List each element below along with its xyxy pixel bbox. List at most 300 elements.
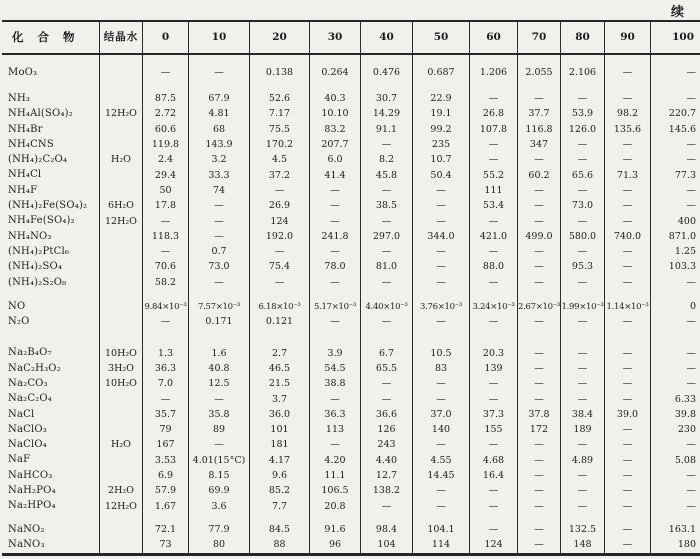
- spacer-cell: [2, 514, 99, 522]
- crystal-water: [99, 91, 142, 106]
- solubility-value: 344.0: [412, 229, 469, 244]
- solubility-value: 38.5: [360, 198, 412, 213]
- solubility-value: —: [469, 392, 517, 407]
- solubility-value: 54.5: [309, 361, 360, 376]
- solubility-value: —: [650, 91, 700, 106]
- solubility-value: 81.0: [360, 260, 412, 275]
- solubility-value: 79: [142, 422, 188, 437]
- spacer-cell: [142, 80, 188, 91]
- spacer-cell: [99, 290, 142, 299]
- solubility-value: —: [249, 244, 309, 259]
- solubility-value: 220.7: [650, 107, 700, 122]
- solubility-value: —: [517, 314, 560, 329]
- solubility-value: 12.7: [360, 468, 412, 483]
- solubility-value: —: [560, 499, 604, 514]
- solubility-value: 0.138: [249, 65, 309, 80]
- solubility-value: —: [650, 183, 700, 198]
- crystal-water: 12H₂O: [99, 107, 142, 122]
- solubility-table: [2, 20, 700, 556]
- solubility-value: 67.9: [188, 91, 249, 106]
- solubility-value: 0.687: [412, 65, 469, 80]
- solubility-value: 170.2: [249, 137, 309, 152]
- solubility-value: 11.1: [309, 468, 360, 483]
- solubility-value: —: [412, 438, 469, 453]
- solubility-value: 499.0: [517, 229, 560, 244]
- spacer-cell: [412, 80, 469, 91]
- spacer-cell: [2, 330, 99, 346]
- solubility-value: —: [360, 183, 412, 198]
- solubility-value: 17.8: [142, 198, 188, 213]
- crystal-water: [99, 422, 142, 437]
- table-row: [2, 537, 700, 552]
- solubility-value: —: [412, 214, 469, 229]
- solubility-value: 9.84×10⁻³: [142, 299, 188, 314]
- spacer-cell: [188, 290, 249, 299]
- header-temp-70: 70: [517, 22, 560, 53]
- header-temp-60: 60: [469, 22, 517, 53]
- solubility-value: —: [604, 152, 650, 167]
- crystal-water: [99, 244, 142, 259]
- solubility-value: 4.01(15°C): [188, 453, 249, 468]
- solubility-value: 20.3: [469, 346, 517, 361]
- solubility-value: —: [469, 275, 517, 290]
- solubility-value: —: [604, 214, 650, 229]
- solubility-value: 2.72: [142, 107, 188, 122]
- solubility-value: —: [412, 499, 469, 514]
- spacer-cell: [360, 80, 412, 91]
- solubility-value: 21.5: [249, 376, 309, 391]
- solubility-value: 60.6: [142, 122, 188, 137]
- solubility-value: —: [604, 522, 650, 537]
- spacer-cell: [2, 55, 99, 65]
- table-row: [2, 483, 700, 498]
- spacer-cell: [99, 330, 142, 346]
- solubility-value: —: [412, 183, 469, 198]
- solubility-value: 37.3: [469, 407, 517, 422]
- crystal-water: [99, 468, 142, 483]
- solubility-value: —: [517, 537, 560, 552]
- compound-name: NH₃: [8, 92, 31, 104]
- solubility-value: 41.4: [309, 168, 360, 183]
- solubility-value: 72.1: [142, 522, 188, 537]
- header-temp-100: 100: [650, 22, 700, 53]
- solubility-value: —: [560, 438, 604, 453]
- solubility-value: —: [650, 137, 700, 152]
- solubility-value: —: [412, 483, 469, 498]
- solubility-value: 16.4: [469, 468, 517, 483]
- solubility-value: —: [604, 91, 650, 106]
- header-temp-50: 50: [412, 22, 469, 53]
- spacer-cell: [517, 290, 560, 299]
- solubility-value: 140: [412, 422, 469, 437]
- spacer-cell: [2, 290, 99, 299]
- solubility-value: —: [604, 468, 650, 483]
- crystal-water: [99, 229, 142, 244]
- solubility-value: —: [360, 499, 412, 514]
- spacer-cell: [469, 290, 517, 299]
- solubility-value: 26.9: [249, 198, 309, 213]
- table-row: [2, 214, 700, 229]
- solubility-value: 1.3: [142, 346, 188, 361]
- crystal-water: 10H₂O: [99, 376, 142, 391]
- spacer-cell: [469, 514, 517, 522]
- solubility-value: 83.2: [309, 122, 360, 137]
- compound-name: NaClO₄: [8, 439, 47, 451]
- solubility-value: 9.6: [249, 468, 309, 483]
- solubility-value: —: [412, 314, 469, 329]
- solubility-value: 7.0: [142, 376, 188, 391]
- solubility-value: —: [469, 483, 517, 498]
- spacer-cell: [469, 330, 517, 346]
- spacer-cell: [560, 290, 604, 299]
- solubility-value: —: [650, 468, 700, 483]
- compound-name: NaHCO₃: [8, 469, 53, 481]
- solubility-value: 58.2: [142, 275, 188, 290]
- solubility-value: 12.5: [188, 376, 249, 391]
- table-row: [2, 244, 700, 259]
- spacer-cell: [309, 330, 360, 346]
- spacer-cell: [650, 514, 700, 522]
- solubility-value: 163.1: [650, 522, 700, 537]
- solubility-value: 297.0: [360, 229, 412, 244]
- solubility-value: —: [517, 361, 560, 376]
- solubility-value: 5.08: [650, 453, 700, 468]
- solubility-value: —: [360, 214, 412, 229]
- compound-name: NaClO₃: [8, 423, 47, 435]
- solubility-value: 7.57×10⁻³: [188, 299, 249, 314]
- solubility-value: 132.5: [560, 522, 604, 537]
- solubility-value: 167: [142, 438, 188, 453]
- solubility-value: 155: [469, 422, 517, 437]
- solubility-value: 107.8: [469, 122, 517, 137]
- solubility-value: 114: [412, 537, 469, 552]
- solubility-value: 10.7: [412, 152, 469, 167]
- solubility-value: —: [309, 214, 360, 229]
- solubility-value: —: [560, 376, 604, 391]
- solubility-value: 111: [469, 183, 517, 198]
- solubility-value: 6.9: [142, 468, 188, 483]
- solubility-value: 88.0: [469, 260, 517, 275]
- solubility-value: 74: [188, 183, 249, 198]
- solubility-value: 241.8: [309, 229, 360, 244]
- solubility-value: 3.9: [309, 346, 360, 361]
- solubility-value: 2.4: [142, 152, 188, 167]
- spacer-cell: [560, 80, 604, 91]
- solubility-value: 6.0: [309, 152, 360, 167]
- solubility-value: 77.9: [188, 522, 249, 537]
- solubility-value: 19.1: [412, 107, 469, 122]
- solubility-value: 3.76×10⁻³: [412, 299, 469, 314]
- spacer-cell: [412, 514, 469, 522]
- spacer-cell: [560, 514, 604, 522]
- solubility-value: —: [360, 376, 412, 391]
- solubility-value: 7.7: [249, 499, 309, 514]
- solubility-value: 0.476: [360, 65, 412, 80]
- solubility-value: —: [469, 438, 517, 453]
- solubility-value: —: [560, 275, 604, 290]
- spacer-cell: [188, 330, 249, 346]
- crystal-water: [99, 407, 142, 422]
- solubility-value: 73.0: [560, 198, 604, 213]
- solubility-value: 36.0: [249, 407, 309, 422]
- spacer-cell: [560, 55, 604, 65]
- solubility-value: 189: [560, 422, 604, 437]
- compound-name: NaF: [8, 454, 31, 466]
- solubility-value: —: [650, 376, 700, 391]
- spacer-cell: [309, 80, 360, 91]
- compound-name: (NH₄)₂Fe(SO₄)₂: [8, 200, 88, 212]
- solubility-value: 22.9: [412, 91, 469, 106]
- solubility-value: —: [650, 65, 700, 80]
- solubility-value: —: [142, 314, 188, 329]
- solubility-value: —: [188, 275, 249, 290]
- solubility-value: —: [188, 392, 249, 407]
- solubility-value: 119.8: [142, 137, 188, 152]
- solubility-value: —: [469, 376, 517, 391]
- solubility-value: 8.15: [188, 468, 249, 483]
- solubility-value: —: [560, 314, 604, 329]
- spacer-cell: [560, 330, 604, 346]
- spacer-row: [2, 290, 700, 299]
- spacer-cell: [2, 80, 99, 91]
- solubility-value: —: [517, 91, 560, 106]
- solubility-value: 53.9: [560, 107, 604, 122]
- spacer-cell: [142, 290, 188, 299]
- solubility-value: 55.2: [469, 168, 517, 183]
- solubility-value: 421.0: [469, 229, 517, 244]
- solubility-value: —: [650, 499, 700, 514]
- solubility-value: 230: [650, 422, 700, 437]
- solubility-value: —: [560, 346, 604, 361]
- spacer-cell: [249, 55, 309, 65]
- solubility-value: —: [560, 392, 604, 407]
- solubility-value: 0.264: [309, 65, 360, 80]
- solubility-value: 36.3: [142, 361, 188, 376]
- crystal-water: H₂O: [99, 152, 142, 167]
- spacer-row: [2, 55, 700, 65]
- solubility-value: 1.6: [188, 346, 249, 361]
- solubility-value: 98.2: [604, 107, 650, 122]
- solubility-value: 70.6: [142, 260, 188, 275]
- solubility-value: —: [412, 392, 469, 407]
- spacer-cell: [99, 514, 142, 522]
- solubility-value: 4.81: [188, 107, 249, 122]
- solubility-value: 6.33: [650, 392, 700, 407]
- solubility-value: 96: [309, 537, 360, 552]
- crystal-water: [99, 522, 142, 537]
- solubility-value: —: [517, 438, 560, 453]
- solubility-value: —: [412, 260, 469, 275]
- solubility-value: 8.2: [360, 152, 412, 167]
- solubility-value: 52.6: [249, 91, 309, 106]
- solubility-value: 77.3: [650, 168, 700, 183]
- continued-label: 续: [670, 5, 684, 20]
- solubility-value: 39.8: [650, 407, 700, 422]
- compound-name: NaCl: [8, 408, 35, 420]
- solubility-value: —: [650, 346, 700, 361]
- spacer-cell: [412, 55, 469, 65]
- solubility-value: 113: [309, 422, 360, 437]
- spacer-cell: [249, 514, 309, 522]
- solubility-value: —: [517, 198, 560, 213]
- spacer-cell: [650, 80, 700, 91]
- solubility-value: 4.5: [249, 152, 309, 167]
- solubility-value: —: [560, 91, 604, 106]
- compound-name: NaNO₂: [8, 523, 45, 535]
- compound-name: NO: [8, 300, 26, 312]
- table-row: [2, 376, 700, 391]
- solubility-value: 39.0: [604, 407, 650, 422]
- spacer-cell: [604, 290, 650, 299]
- header-temp-30: 30: [309, 22, 360, 53]
- solubility-value: 6.18×10⁻³: [249, 299, 309, 314]
- compound-name: NH₄CNS: [8, 138, 54, 150]
- solubility-value: 30.7: [360, 91, 412, 106]
- spacer-row: [2, 330, 700, 346]
- spacer-row: [2, 514, 700, 522]
- solubility-value: —: [517, 376, 560, 391]
- solubility-value: —: [517, 275, 560, 290]
- spacer-cell: [604, 55, 650, 65]
- table-row: [2, 275, 700, 290]
- spacer-cell: [517, 514, 560, 522]
- solubility-value: —: [604, 198, 650, 213]
- solubility-value: 124: [249, 214, 309, 229]
- solubility-value: —: [604, 260, 650, 275]
- solubility-value: 10.10: [309, 107, 360, 122]
- solubility-value: —: [469, 244, 517, 259]
- table-row: [2, 198, 700, 213]
- solubility-value: 2.7: [249, 346, 309, 361]
- solubility-value: 3.24×10⁻³: [469, 299, 517, 314]
- solubility-value: —: [142, 65, 188, 80]
- solubility-value: —: [560, 183, 604, 198]
- solubility-value: —: [517, 483, 560, 498]
- compound-name: NH₄F: [8, 184, 38, 196]
- table-row: [2, 438, 700, 453]
- solubility-value: 4.89: [560, 453, 604, 468]
- solubility-value: 50.4: [412, 168, 469, 183]
- solubility-value: 57.9: [142, 483, 188, 498]
- solubility-value: —: [469, 214, 517, 229]
- compound-name: MoO₃: [8, 66, 38, 78]
- solubility-value: —: [517, 244, 560, 259]
- solubility-value: 98.4: [360, 522, 412, 537]
- solubility-value: —: [560, 137, 604, 152]
- solubility-value: —: [560, 483, 604, 498]
- solubility-value: 26.8: [469, 107, 517, 122]
- solubility-value: —: [604, 275, 650, 290]
- solubility-value: 3.53: [142, 453, 188, 468]
- solubility-value: —: [142, 214, 188, 229]
- solubility-value: —: [412, 376, 469, 391]
- spacer-cell: [412, 330, 469, 346]
- solubility-value: 104.1: [412, 522, 469, 537]
- header-temp-80: 80: [560, 22, 604, 53]
- spacer-cell: [142, 55, 188, 65]
- solubility-value: 740.0: [604, 229, 650, 244]
- compound-name: NH₄NO₃: [8, 230, 52, 242]
- solubility-value: —: [469, 137, 517, 152]
- spacer-cell: [99, 80, 142, 91]
- solubility-value: —: [309, 244, 360, 259]
- solubility-value: 37.2: [249, 168, 309, 183]
- compound-name: Na₂CO₃: [8, 377, 48, 389]
- solubility-value: 2.106: [560, 65, 604, 80]
- solubility-value: —: [604, 183, 650, 198]
- spacer-cell: [517, 330, 560, 346]
- solubility-value: 145.6: [650, 122, 700, 137]
- table-row: [2, 407, 700, 422]
- solubility-value: —: [604, 361, 650, 376]
- solubility-value: 871.0: [650, 229, 700, 244]
- solubility-value: 88: [249, 537, 309, 552]
- solubility-value: 4.68: [469, 453, 517, 468]
- solubility-value: 126.0: [560, 122, 604, 137]
- compound-name: NaC₂H₃O₂: [8, 362, 61, 374]
- spacer-cell: [309, 55, 360, 65]
- crystal-water: [99, 183, 142, 198]
- solubility-value: —: [309, 183, 360, 198]
- solubility-value: 29.4: [142, 168, 188, 183]
- solubility-value: 35.8: [188, 407, 249, 422]
- solubility-value: 4.40: [360, 453, 412, 468]
- solubility-value: —: [249, 275, 309, 290]
- solubility-value: 4.20: [309, 453, 360, 468]
- solubility-value: 45.8: [360, 168, 412, 183]
- solubility-value: 10.5: [412, 346, 469, 361]
- solubility-value: 1.99×10⁻³: [560, 299, 604, 314]
- solubility-value: 0.121: [249, 314, 309, 329]
- solubility-value: —: [360, 244, 412, 259]
- solubility-value: —: [469, 499, 517, 514]
- table-row: [2, 65, 700, 80]
- solubility-value: —: [469, 522, 517, 537]
- solubility-value: —: [517, 214, 560, 229]
- solubility-value: 78.0: [309, 260, 360, 275]
- compound-name: N₂O: [8, 316, 30, 328]
- solubility-value: —: [188, 198, 249, 213]
- solubility-value: 243: [360, 438, 412, 453]
- crystal-water: [99, 168, 142, 183]
- solubility-value: —: [604, 422, 650, 437]
- solubility-value: —: [604, 137, 650, 152]
- crystal-water: 10H₂O: [99, 346, 142, 361]
- solubility-value: 6.7: [360, 346, 412, 361]
- compound-name: (NH₄)₂S₂O₈: [8, 276, 67, 288]
- solubility-value: 20.8: [309, 499, 360, 514]
- spacer-cell: [604, 80, 650, 91]
- solubility-value: 68: [188, 122, 249, 137]
- crystal-water: H₂O: [99, 438, 142, 453]
- solubility-value: 148: [560, 537, 604, 552]
- solubility-value: 181: [249, 438, 309, 453]
- solubility-value: 172: [517, 422, 560, 437]
- spacer-cell: [469, 55, 517, 65]
- table-row: [2, 229, 700, 244]
- crystal-water: [99, 453, 142, 468]
- table-row: [2, 453, 700, 468]
- solubility-value: —: [604, 483, 650, 498]
- spacer-cell: [360, 55, 412, 65]
- crystal-water: [99, 299, 142, 314]
- solubility-value: 73: [142, 537, 188, 552]
- table-row: [2, 152, 700, 167]
- table-row: [2, 107, 700, 122]
- solubility-value: —: [650, 361, 700, 376]
- solubility-value: —: [517, 392, 560, 407]
- spacer-cell: [99, 55, 142, 65]
